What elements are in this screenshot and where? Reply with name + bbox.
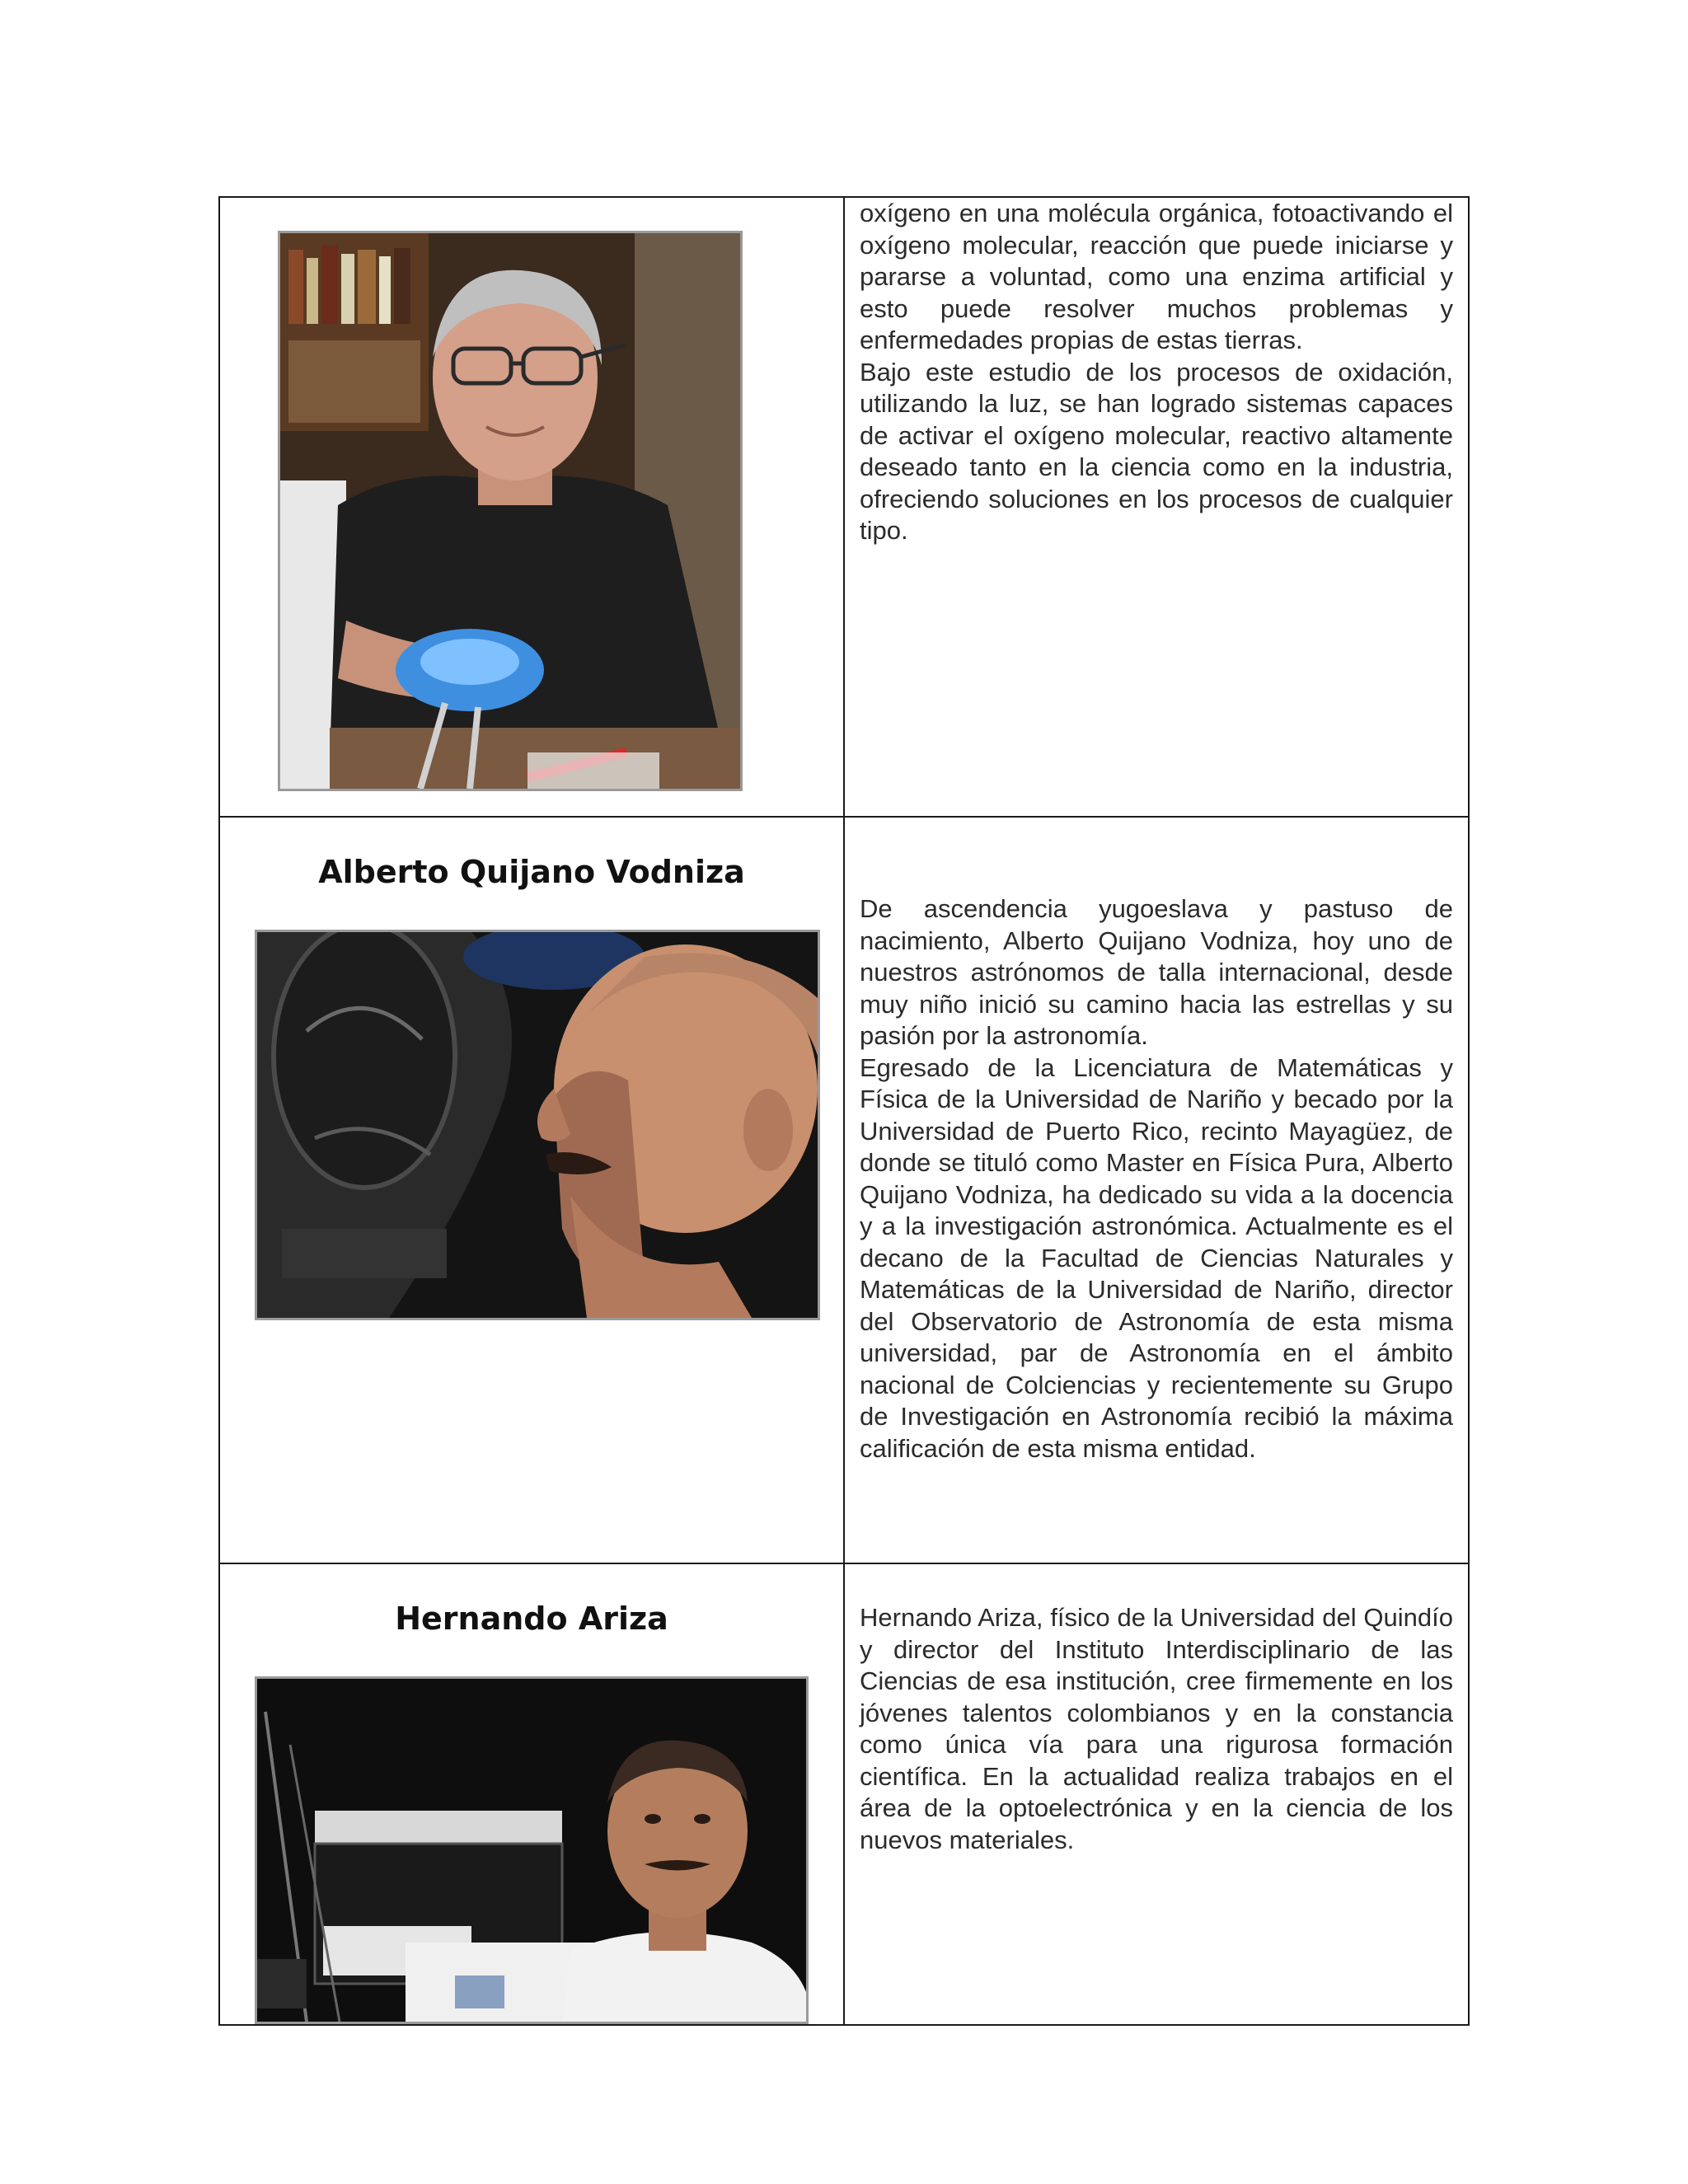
physicist-photo — [255, 1676, 809, 2024]
biography-paragraph: Bajo este estudio de los procesos de oxidación, utilizando la luz, se han logrado sistemas capaces de activar el oxígeno molecular, reactivo altamente deseado tanto en la ciencia como en la industria, ofreciendo soluciones en los procesos de cualquier tipo. — [860, 357, 1453, 545]
scientist-photo — [278, 231, 743, 791]
biography-paragraph: Egresado de la Licenciatura de Matemáticas y Física de la Universidad de Nariño y becado por la Universidad de Puerto Rico, recinto Mayagüez, de donde se tituló como Master en Física Pura, Alberto Quijano Vodniza, ha dedicado su vida a la docencia y a la investigación astronómica. Actualmente es el decano de la Facultad de Ciencias Naturales y Matemáticas de la Universidad de Nariño, director del Observatorio de Astronomía de esta misma universidad, par de Astronomía en el ámbito nacional de Colciencias y recientemente su Grupo de Investigación en Astronomía recibió la máxima calificación de esta misma entidad. — [860, 1052, 1453, 1463]
biography-text-cell — [844, 817, 1469, 1563]
table-row — [219, 1563, 1469, 2025]
biography-table — [218, 196, 1470, 2026]
biography-text-cell — [844, 1563, 1469, 2025]
portrait-icon — [280, 233, 740, 789]
portrait-icon — [257, 1679, 806, 2022]
portrait-icon — [257, 932, 818, 1318]
biography-text-cell — [844, 197, 1469, 817]
table-row — [219, 197, 1469, 817]
table-row — [219, 817, 1469, 1563]
person-name: Hernando Ariza — [395, 1601, 668, 1637]
photo-cell — [219, 1563, 844, 2025]
photo-cell — [219, 817, 844, 1563]
photo-cell — [219, 197, 844, 817]
biography-paragraph: Hernando Ariza, físico de la Universidad del Quindío y director del Instituto Interdisciplinario de las Ciencias de esa institución, cree firmemente en los jóvenes talentos colombianos y en la constancia como única vía para una rigurosa formación científica. En la actualidad realiza trabajos en el área de la optoelectrónica y en la ciencia de los nuevos materiales. — [860, 1603, 1453, 1854]
astronomer-photo — [255, 930, 820, 1320]
biography-paragraph: oxígeno en una molécula orgánica, fotoactivando el oxígeno molecular, reacción que puede iniciarse y pararse a voluntad, como una enzima artificial y esto puede resolver muchos problemas y enfermedades propias de estas tierras. — [860, 199, 1453, 354]
person-name: Alberto Quijano Vodniza — [318, 854, 745, 890]
biography-paragraph: De ascendencia yugoeslava y pastuso de nacimiento, Alberto Quijano Vodniza, hoy uno de nuestros astrónomos de talla internacional, desde muy niño inició su camino hacia las estrellas y su pasión por la astronomía. — [860, 894, 1453, 1050]
